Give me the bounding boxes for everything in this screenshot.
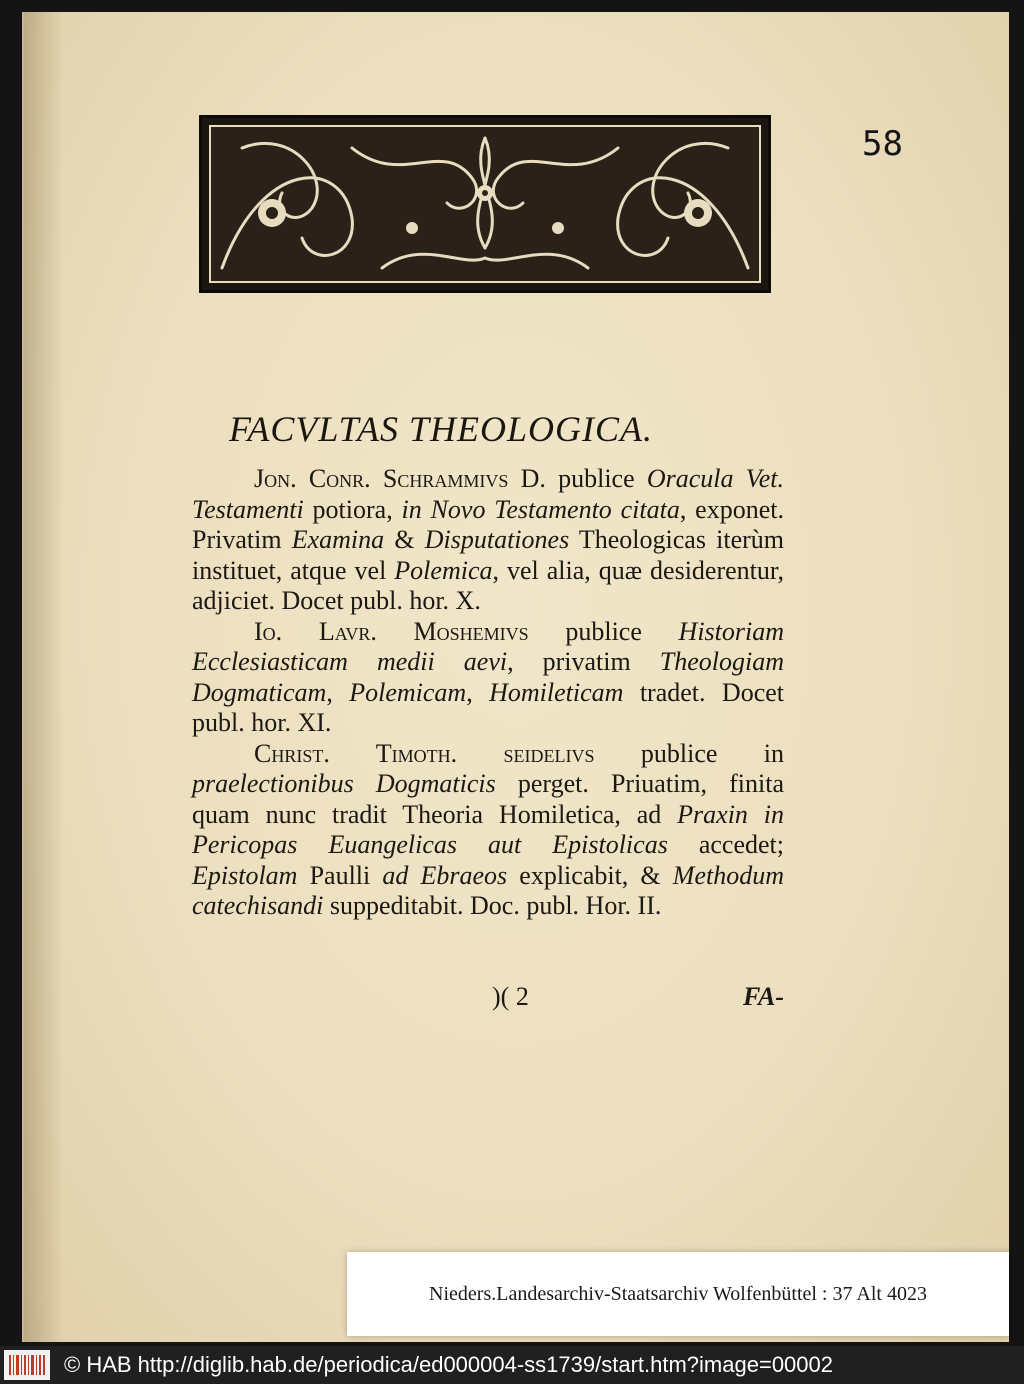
paragraph-text: Methodum catechisandi (192, 860, 784, 920)
paragraph-text: perget. Priuatim, finita quam nunc tradit Theoria Homiletica, ad (192, 769, 784, 829)
paragraph-text: Homileticam (489, 677, 624, 707)
paragraph-text: Paulli (297, 860, 383, 890)
section-title: FACVLTAS THEOLOGICA. (229, 409, 653, 449)
professor-name: Christ. Timoth. seidelivs (254, 738, 595, 768)
paragraph-text: Theologiam Dogmaticam (192, 647, 784, 707)
paragraph-text: potiora, (303, 494, 402, 524)
lecture-paragraph (192, 739, 784, 922)
catchword: FA- (743, 982, 784, 1011)
paragraph-text: , (326, 677, 350, 707)
paragraph-text: Historiam Ecclesiasticam medii aevi (192, 616, 785, 676)
paragraph-text: , exponet. Privatim (192, 494, 784, 554)
floral-woodcut-headpiece-icon (199, 115, 771, 293)
spine-shadow (24, 12, 64, 1342)
paragraph-text: Polemicam (349, 677, 467, 707)
paragraph-text: , (466, 677, 490, 707)
footer-bar (0, 1346, 1024, 1384)
copyright-link[interactable]: © HAB http://diglib.hab.de/periodica/ed000004-ss1739/start.htm?image=00002 (64, 1352, 833, 1377)
professor-name: Jon. Conr. Schrammivs (254, 464, 509, 493)
paragraph-text: ad Ebraeos (382, 860, 508, 890)
paragraph-text: publice (528, 616, 679, 646)
paragraph-text: praelectionibus Dogmaticis (192, 769, 496, 798)
barcode-icon (4, 1350, 50, 1380)
paragraph-text: Epistolam (192, 860, 298, 890)
paragraph-text: publice in (594, 738, 784, 768)
paragraph-text: accedet; (667, 830, 784, 859)
archive-label: Nieders.Landesarchiv-Staatsarchiv Wolfenbüttel : 37 Alt 4023 (347, 1252, 1009, 1336)
paragraph-text: Theologicas iterùm instituet, atque vel (192, 525, 784, 585)
scanned-page (22, 12, 1009, 1342)
paragraph-text: Disputationes (424, 525, 570, 554)
paragraph-text: explicabit, & (507, 860, 673, 890)
paragraph-text: Praxin in Pericopas Euangelicas aut Epistolicas (192, 799, 784, 859)
paragraph-text: in Novo Testamento citata (401, 494, 680, 524)
page-number: 58 (862, 124, 903, 164)
lecture-paragraph (192, 464, 784, 617)
paragraph-text: suppeditabit. Doc. publ. Hor. II. (323, 891, 662, 920)
lecture-listing (192, 464, 784, 922)
paragraph-text: & (384, 525, 425, 554)
lecture-paragraph (192, 617, 784, 739)
paragraph-text: , privatim (507, 647, 660, 676)
paragraph-text: Polemica (394, 555, 493, 585)
paragraph-text: tradet. Docet publ. hor. XI. (192, 677, 784, 737)
paragraph-text: Examina (291, 525, 385, 554)
paragraph-text: D. publice (508, 464, 647, 493)
signature-mark: )( 2 (492, 982, 529, 1011)
catchline (484, 982, 784, 1016)
professor-name: Io. Lavr. Moshemivs (254, 616, 529, 646)
paragraph-text: , vel alia, quæ desiderentur, adjiciet. Docet publ. hor. X. (192, 555, 785, 615)
paragraph-text: Oracula Vet. Testamenti (192, 464, 784, 524)
